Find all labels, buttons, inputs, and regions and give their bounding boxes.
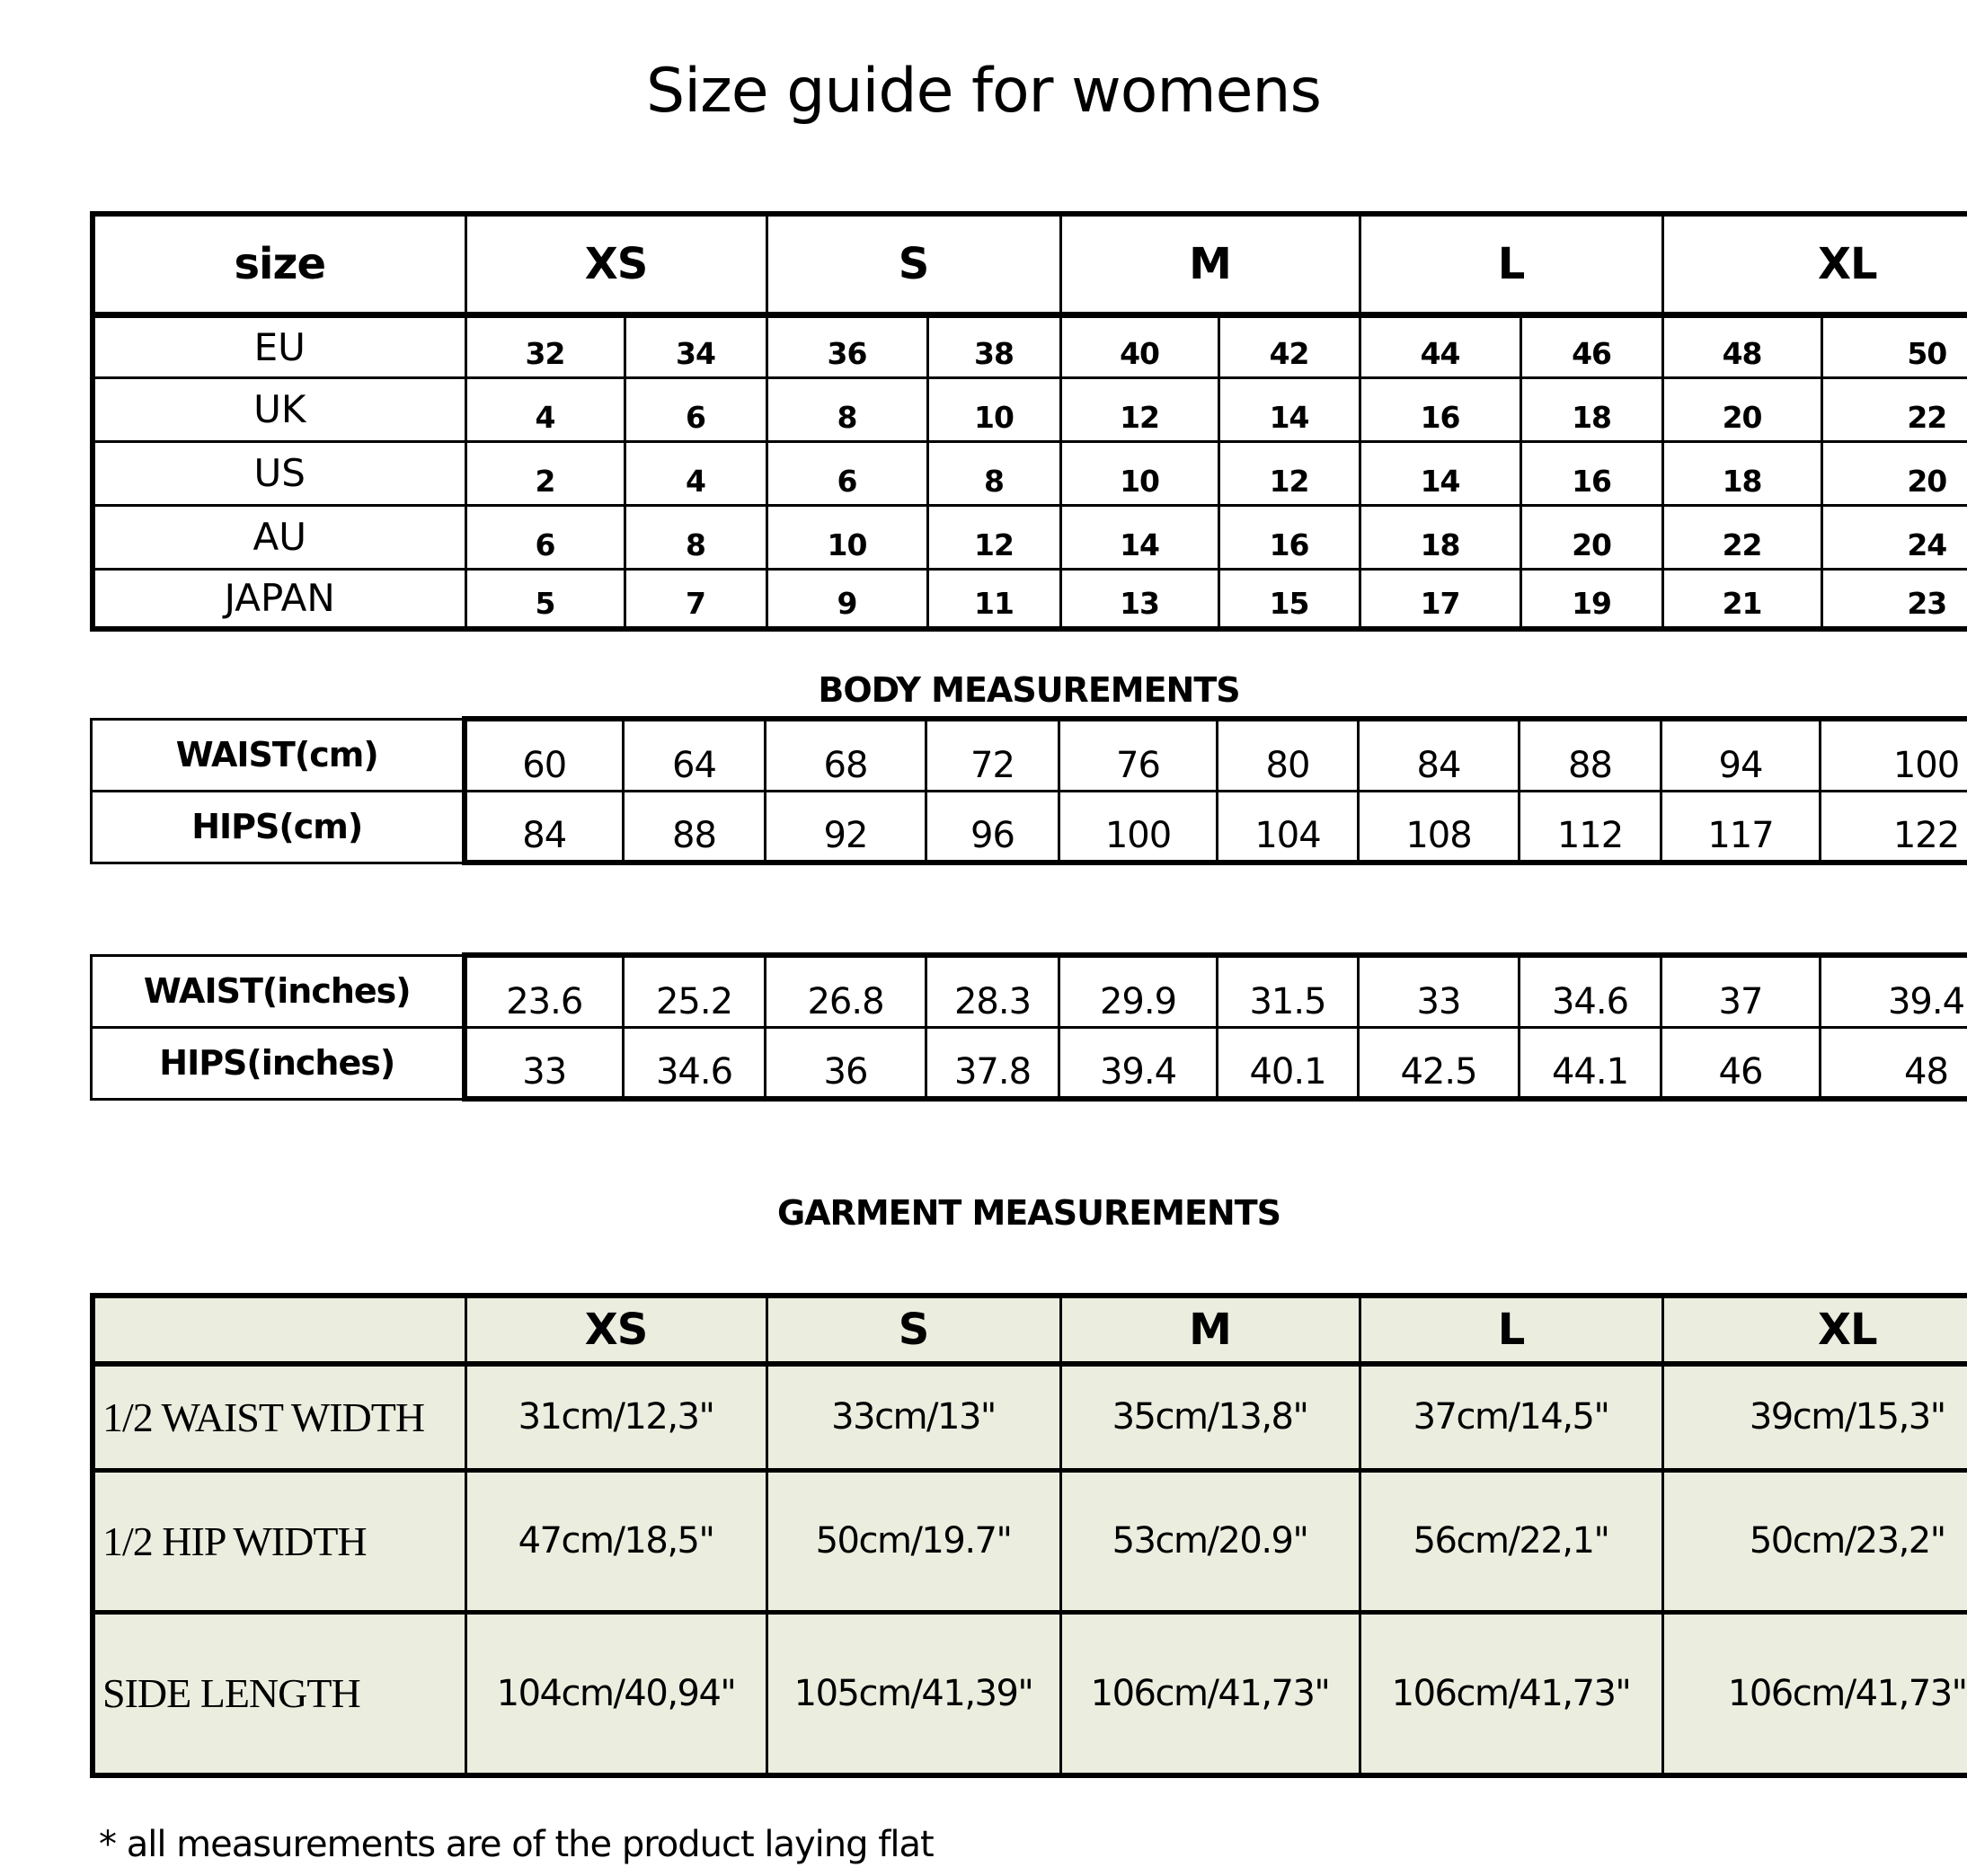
garment-value: 35cm/13,8" [1060,1364,1360,1470]
garment-value: 53cm/20.9" [1060,1470,1360,1612]
measurement-value: 88 [624,791,766,863]
footnote: * all measurements are of the product laying flat [99,1824,934,1865]
garment-value: 106cm/41,73" [1662,1612,1967,1775]
size-value: 6 [625,377,766,441]
garment-value: 50cm/23,2" [1662,1470,1967,1612]
table-row [92,955,1967,1027]
size-value: 34 [625,314,766,377]
size-value: 7 [625,569,766,629]
size-value: 23 [1821,569,1967,629]
measurement-value: 104 [1218,791,1359,863]
size-header-row [93,214,1967,314]
size-value: 12 [1218,441,1360,505]
measurement-value: 34.6 [624,1027,766,1099]
measurement-value: 23.6 [465,955,624,1027]
size-value: 13 [1060,569,1218,629]
measurement-value: 100 [1821,719,1967,791]
measurement-value: 72 [926,719,1059,791]
measurement-value: 76 [1059,719,1218,791]
body-measurements-inches-table [90,952,1967,1102]
table-row [92,719,1967,791]
size-value: 36 [766,314,927,377]
garment-header-s: S [766,1296,1060,1364]
size-header-m: M [1060,214,1360,314]
size-value: 16 [1360,377,1520,441]
measurement-value: 48 [1821,1027,1967,1099]
row-label-us: US [93,441,465,505]
row-label-eu: EU [93,314,465,377]
size-value: 14 [1360,441,1520,505]
measurement-value: 64 [624,719,766,791]
size-value: 8 [625,505,766,569]
size-value: 21 [1662,569,1821,629]
garment-value: 105cm/41,39" [766,1612,1060,1775]
size-header-xs: XS [465,214,766,314]
size-value: 22 [1662,505,1821,569]
measurement-value: 88 [1520,719,1661,791]
measurement-value: 122 [1821,791,1967,863]
size-value: 6 [465,505,625,569]
measurement-value: 84 [465,791,624,863]
garment-value: 47cm/18,5" [465,1470,766,1612]
size-value: 2 [465,441,625,505]
size-header-l: L [1360,214,1662,314]
page-title: Size guide for womens [646,56,1321,127]
body-measurements-cm-table [90,716,1967,865]
table-row [93,377,1967,441]
size-value: 14 [1218,377,1360,441]
garment-value: 39cm/15,3" [1662,1364,1967,1470]
garment-header-m: M [1060,1296,1360,1364]
table-row [93,505,1967,569]
measurement-label: HIPS(inches) [92,1027,465,1099]
garment-row-label: 1/2 WAIST WIDTH [93,1364,465,1470]
size-value: 10 [766,505,927,569]
measurement-value: 94 [1661,719,1821,791]
row-label-japan: JAPAN [93,569,465,629]
size-value: 32 [465,314,625,377]
size-value: 15 [1218,569,1360,629]
size-value: 42 [1218,314,1360,377]
measurement-label: WAIST(cm) [92,719,465,791]
garment-header-xs: XS [465,1296,766,1364]
size-value: 22 [1821,377,1967,441]
size-value: 16 [1218,505,1360,569]
measurement-value: 31.5 [1218,955,1359,1027]
measurement-value: 28.3 [926,955,1059,1027]
measurement-value: 92 [766,791,926,863]
row-label-uk: UK [93,377,465,441]
table-row [93,569,1967,629]
measurement-value: 36 [766,1027,926,1099]
measurement-label: HIPS(cm) [92,791,465,863]
table-row [93,1470,1967,1612]
measurement-label: WAIST(inches) [92,955,465,1027]
size-value: 48 [1662,314,1821,377]
size-value: 16 [1520,441,1662,505]
table-row [92,791,1967,863]
size-value: 40 [1060,314,1218,377]
size-value: 19 [1520,569,1662,629]
size-value: 46 [1520,314,1662,377]
garment-value: 106cm/41,73" [1360,1612,1662,1775]
measurement-value: 68 [766,719,926,791]
size-value: 20 [1520,505,1662,569]
garment-value: 31cm/12,3" [465,1364,766,1470]
size-value: 44 [1360,314,1520,377]
body-measurements-title: BODY MEASUREMENTS [818,670,1240,710]
size-header-label: size [93,214,465,314]
garment-row-label: 1/2 HIP WIDTH [93,1470,465,1612]
garment-header-xl: XL [1662,1296,1967,1364]
garment-header-empty [93,1296,465,1364]
garment-value: 37cm/14,5" [1360,1364,1662,1470]
size-value: 17 [1360,569,1520,629]
table-row [92,1027,1967,1099]
garment-header-l: L [1360,1296,1662,1364]
measurement-value: 39.4 [1821,955,1967,1027]
size-value: 4 [625,441,766,505]
size-value: 8 [927,441,1060,505]
measurement-value: 34.6 [1520,955,1661,1027]
measurement-value: 84 [1359,719,1520,791]
garment-header-row [93,1296,1967,1364]
size-value: 24 [1821,505,1967,569]
garment-value: 33cm/13" [766,1364,1060,1470]
size-value: 5 [465,569,625,629]
measurement-value: 42.5 [1359,1027,1520,1099]
measurement-value: 80 [1218,719,1359,791]
row-label-au: AU [93,505,465,569]
garment-row-label: SIDE LENGTH [93,1612,465,1775]
size-value: 18 [1520,377,1662,441]
size-header-xl: XL [1662,214,1967,314]
size-value: 4 [465,377,625,441]
measurement-value: 112 [1520,791,1661,863]
measurement-value: 37 [1661,955,1821,1027]
size-value: 38 [927,314,1060,377]
measurement-value: 29.9 [1059,955,1218,1027]
measurement-value: 33 [1359,955,1520,1027]
measurement-value: 100 [1059,791,1218,863]
size-value: 6 [766,441,927,505]
measurement-value: 33 [465,1027,624,1099]
measurement-value: 37.8 [926,1027,1059,1099]
measurement-value: 26.8 [766,955,926,1027]
table-row [93,441,1967,505]
size-value: 50 [1821,314,1967,377]
size-value: 12 [1060,377,1218,441]
garment-measurements-title: GARMENT MEASUREMENTS [776,1193,1281,1233]
size-value: 9 [766,569,927,629]
measurement-value: 117 [1661,791,1821,863]
measurement-value: 96 [926,791,1059,863]
size-value: 20 [1662,377,1821,441]
garment-value: 56cm/22,1" [1360,1470,1662,1612]
garment-value: 106cm/41,73" [1060,1612,1360,1775]
size-value: 10 [1060,441,1218,505]
size-value: 14 [1060,505,1218,569]
size-conversion-table [90,211,1967,632]
size-value: 20 [1821,441,1967,505]
size-value: 10 [927,377,1060,441]
size-value: 11 [927,569,1060,629]
size-header-s: S [766,214,1060,314]
table-row [93,314,1967,377]
garment-value: 50cm/19.7" [766,1470,1060,1612]
size-value: 18 [1662,441,1821,505]
size-value: 12 [927,505,1060,569]
size-value: 18 [1360,505,1520,569]
garment-value: 104cm/40,94" [465,1612,766,1775]
table-row [93,1612,1967,1775]
garment-measurements-table [90,1293,1967,1778]
size-value: 8 [766,377,927,441]
measurement-value: 60 [465,719,624,791]
measurement-value: 40.1 [1218,1027,1359,1099]
measurement-value: 46 [1661,1027,1821,1099]
table-row [93,1364,1967,1470]
measurement-value: 25.2 [624,955,766,1027]
measurement-value: 44.1 [1520,1027,1661,1099]
measurement-value: 108 [1359,791,1520,863]
measurement-value: 39.4 [1059,1027,1218,1099]
